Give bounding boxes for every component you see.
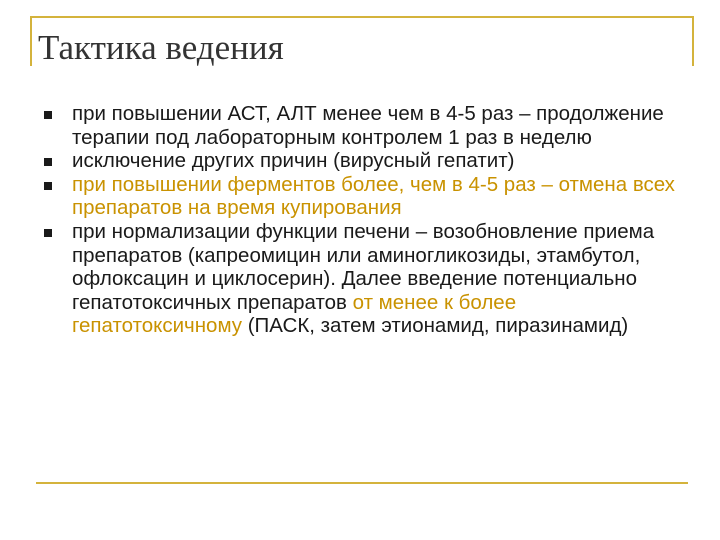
slide-title: Тактика ведения bbox=[38, 28, 284, 67]
bullet-item bbox=[0, 220, 678, 338]
square-bullet-icon bbox=[44, 229, 52, 237]
bullet-text-highlighted: при повышении ферментов более, чем в 4-5 раз – отмена всех препаратов на время купирования bbox=[72, 172, 675, 220]
square-bullet-icon bbox=[44, 111, 52, 119]
title-frame-left-rule bbox=[30, 16, 32, 66]
bullet-item bbox=[0, 173, 678, 220]
bullet-list bbox=[0, 102, 678, 338]
bullet-text-highlighted: от менее к более гепатотоксичному bbox=[72, 290, 517, 338]
title-frame-top-rule bbox=[30, 16, 694, 18]
bullet-text: при нормализации функции печени – возобновление приема препаратов (капреомицин или аминогликозиды, этамбутол, офлоксацин и циклосерин). Далее введение потенциально гепатотоксичных препаратов bbox=[72, 219, 655, 314]
bullet-text: при повышении АСТ, АЛТ менее чем в 4-5 раз – продолжение терапии под лабораторным контролем 1 раз в неделю bbox=[72, 102, 664, 149]
square-bullet-icon bbox=[44, 158, 52, 166]
bullet-item bbox=[0, 102, 678, 149]
bottom-rule bbox=[36, 482, 688, 484]
bullet-item bbox=[0, 149, 678, 173]
bullet-text: исключение других причин (вирусный гепатит) bbox=[72, 149, 515, 173]
square-bullet-icon bbox=[44, 182, 52, 190]
title-frame-right-rule bbox=[692, 16, 694, 66]
bullet-text: (ПАСК, затем этионамид, пиразинамид) bbox=[242, 314, 629, 338]
